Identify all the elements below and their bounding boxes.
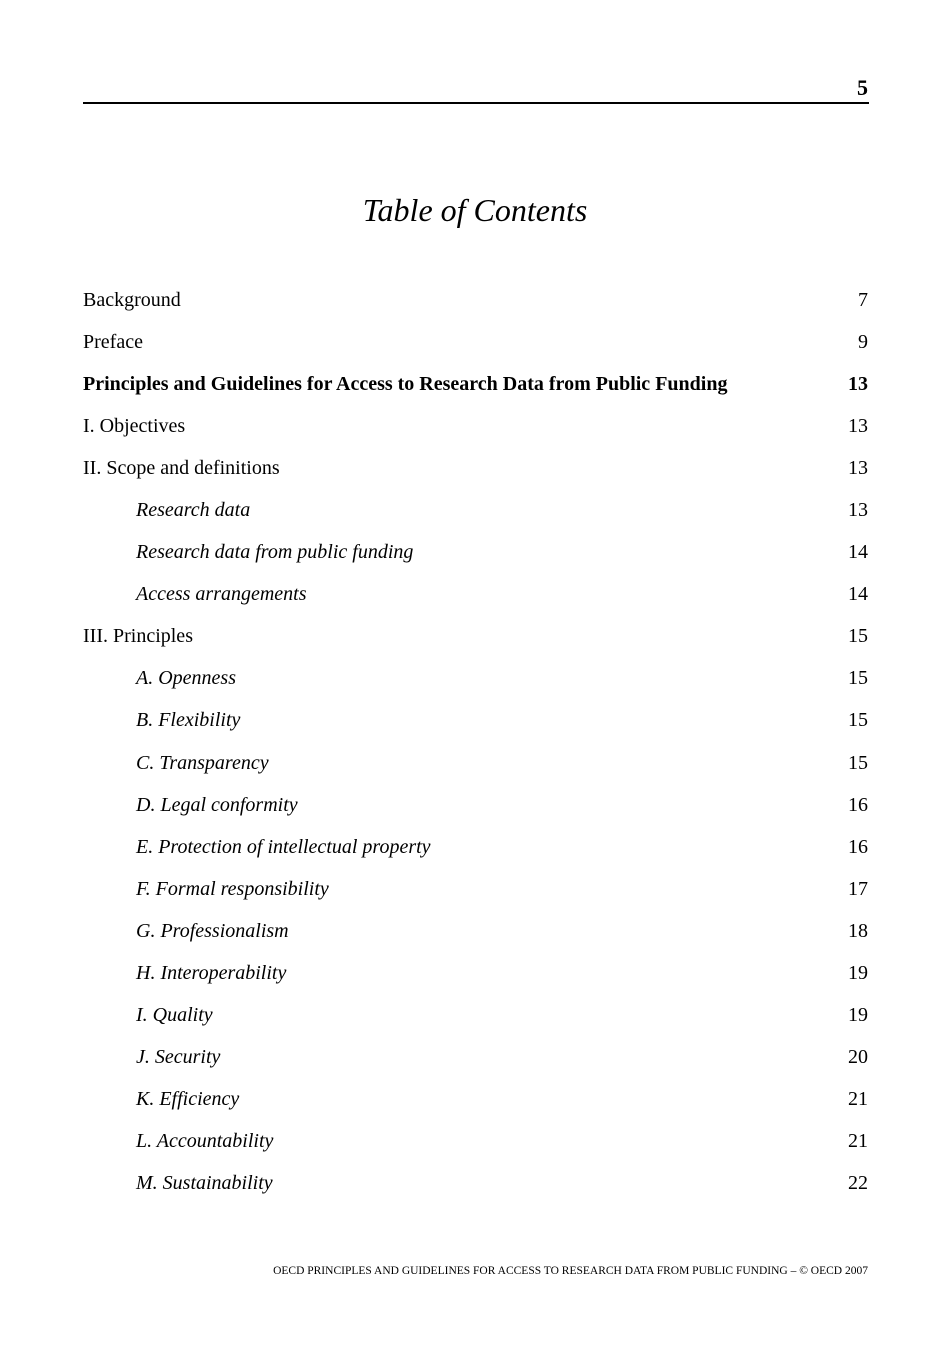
page-number: 5 xyxy=(857,75,868,100)
toc-entry-title: J. Security xyxy=(136,1045,221,1068)
toc-entry[interactable] xyxy=(83,826,868,868)
toc-entry-page: 19 xyxy=(848,961,868,984)
toc-entry-page: 21 xyxy=(848,1129,868,1152)
toc-entry-title: K. Efficiency xyxy=(136,1087,240,1110)
toc-entry-title: Access arrangements xyxy=(136,583,307,606)
toc-entry-page: 22 xyxy=(848,1171,868,1194)
toc-entry-title: Principles and Guidelines for Access to Research Data from Public Funding xyxy=(83,373,728,396)
toc-entry-page: 9 xyxy=(858,331,868,354)
toc-entry[interactable] xyxy=(83,699,868,741)
toc-entry[interactable] xyxy=(83,615,868,657)
toc-entry-title: G. Professionalism xyxy=(136,919,289,942)
toc-entry-title: Preface xyxy=(83,331,143,354)
toc-entry[interactable] xyxy=(83,573,868,615)
toc-entry-title: E. Protection of intellectual property xyxy=(136,835,431,858)
toc-entry-page: 7 xyxy=(858,289,868,311)
toc-entry-title: Research data xyxy=(136,499,251,522)
toc-entry[interactable] xyxy=(83,363,868,405)
toc-entry[interactable] xyxy=(83,531,868,573)
toc-entry-title: I. Objectives xyxy=(83,415,186,438)
toc-entry[interactable] xyxy=(83,447,868,489)
toc-entry-title: Background xyxy=(83,289,181,311)
header-rule xyxy=(83,102,869,104)
toc-entry-title: C. Transparency xyxy=(136,751,269,774)
toc-entry-page: 13 xyxy=(848,415,868,438)
toc-entry-title: B. Flexibility xyxy=(136,709,241,732)
toc-entry-page: 14 xyxy=(848,541,868,564)
toc-entry-page: 16 xyxy=(848,835,868,858)
toc-entry[interactable] xyxy=(83,910,868,952)
toc-entry[interactable] xyxy=(83,994,868,1036)
toc-entry-page: 20 xyxy=(848,1045,868,1068)
toc-entry-page: 18 xyxy=(848,919,868,942)
toc-entry[interactable] xyxy=(83,1120,868,1162)
toc-entry-page: 19 xyxy=(848,1003,868,1026)
toc-entry[interactable] xyxy=(83,1078,868,1120)
toc-entry-page: 15 xyxy=(848,709,868,732)
toc-entry[interactable] xyxy=(83,321,868,363)
toc-entry-title: III. Principles xyxy=(83,625,193,648)
toc-entry-title: M. Sustainability xyxy=(136,1171,273,1194)
toc-entry-title: Research data from public funding xyxy=(136,541,414,564)
toc-entry[interactable] xyxy=(83,489,868,531)
toc-entry-page: 15 xyxy=(848,667,868,690)
toc-entry-title: F. Formal responsibility xyxy=(136,877,329,900)
toc-entry-title: I. Quality xyxy=(136,1003,213,1026)
toc-entry[interactable] xyxy=(83,742,868,784)
toc-entry-page: 15 xyxy=(848,625,868,648)
toc-entry-page: 13 xyxy=(848,457,868,480)
toc-entry-title: D. Legal conformity xyxy=(136,793,298,816)
toc-entry[interactable] xyxy=(83,868,868,910)
toc-entry-title: II. Scope and definitions xyxy=(83,457,280,480)
toc-entry[interactable] xyxy=(83,279,868,321)
toc-entry-page: 16 xyxy=(848,793,868,816)
toc-entry-page: 14 xyxy=(848,583,868,606)
toc-entry-title: A. Openness xyxy=(136,667,236,690)
toc-entry-page: 13 xyxy=(848,499,868,522)
toc-entry[interactable] xyxy=(83,405,868,447)
toc-entry-page: 21 xyxy=(848,1087,868,1110)
page-title: Table of Contents xyxy=(362,192,588,228)
toc-entry-page: 17 xyxy=(848,877,868,900)
toc-entry[interactable] xyxy=(83,1036,868,1078)
toc-entry-title: H. Interoperability xyxy=(136,961,287,984)
toc-entry[interactable] xyxy=(83,952,868,994)
toc-entry[interactable] xyxy=(83,657,868,699)
toc-entry[interactable] xyxy=(83,1162,868,1204)
toc-entry-page: 13 xyxy=(848,373,868,396)
toc-entry-page: 15 xyxy=(848,751,868,774)
table-of-contents xyxy=(83,279,868,1204)
footer-copyright: OECD PRINCIPLES AND GUIDELINES FOR ACCESS TO RESEARCH DATA FROM PUBLIC FUNDING – © OECD 2007 xyxy=(273,1265,868,1277)
toc-entry-title: L. Accountability xyxy=(136,1129,274,1152)
toc-entry[interactable] xyxy=(83,784,868,826)
